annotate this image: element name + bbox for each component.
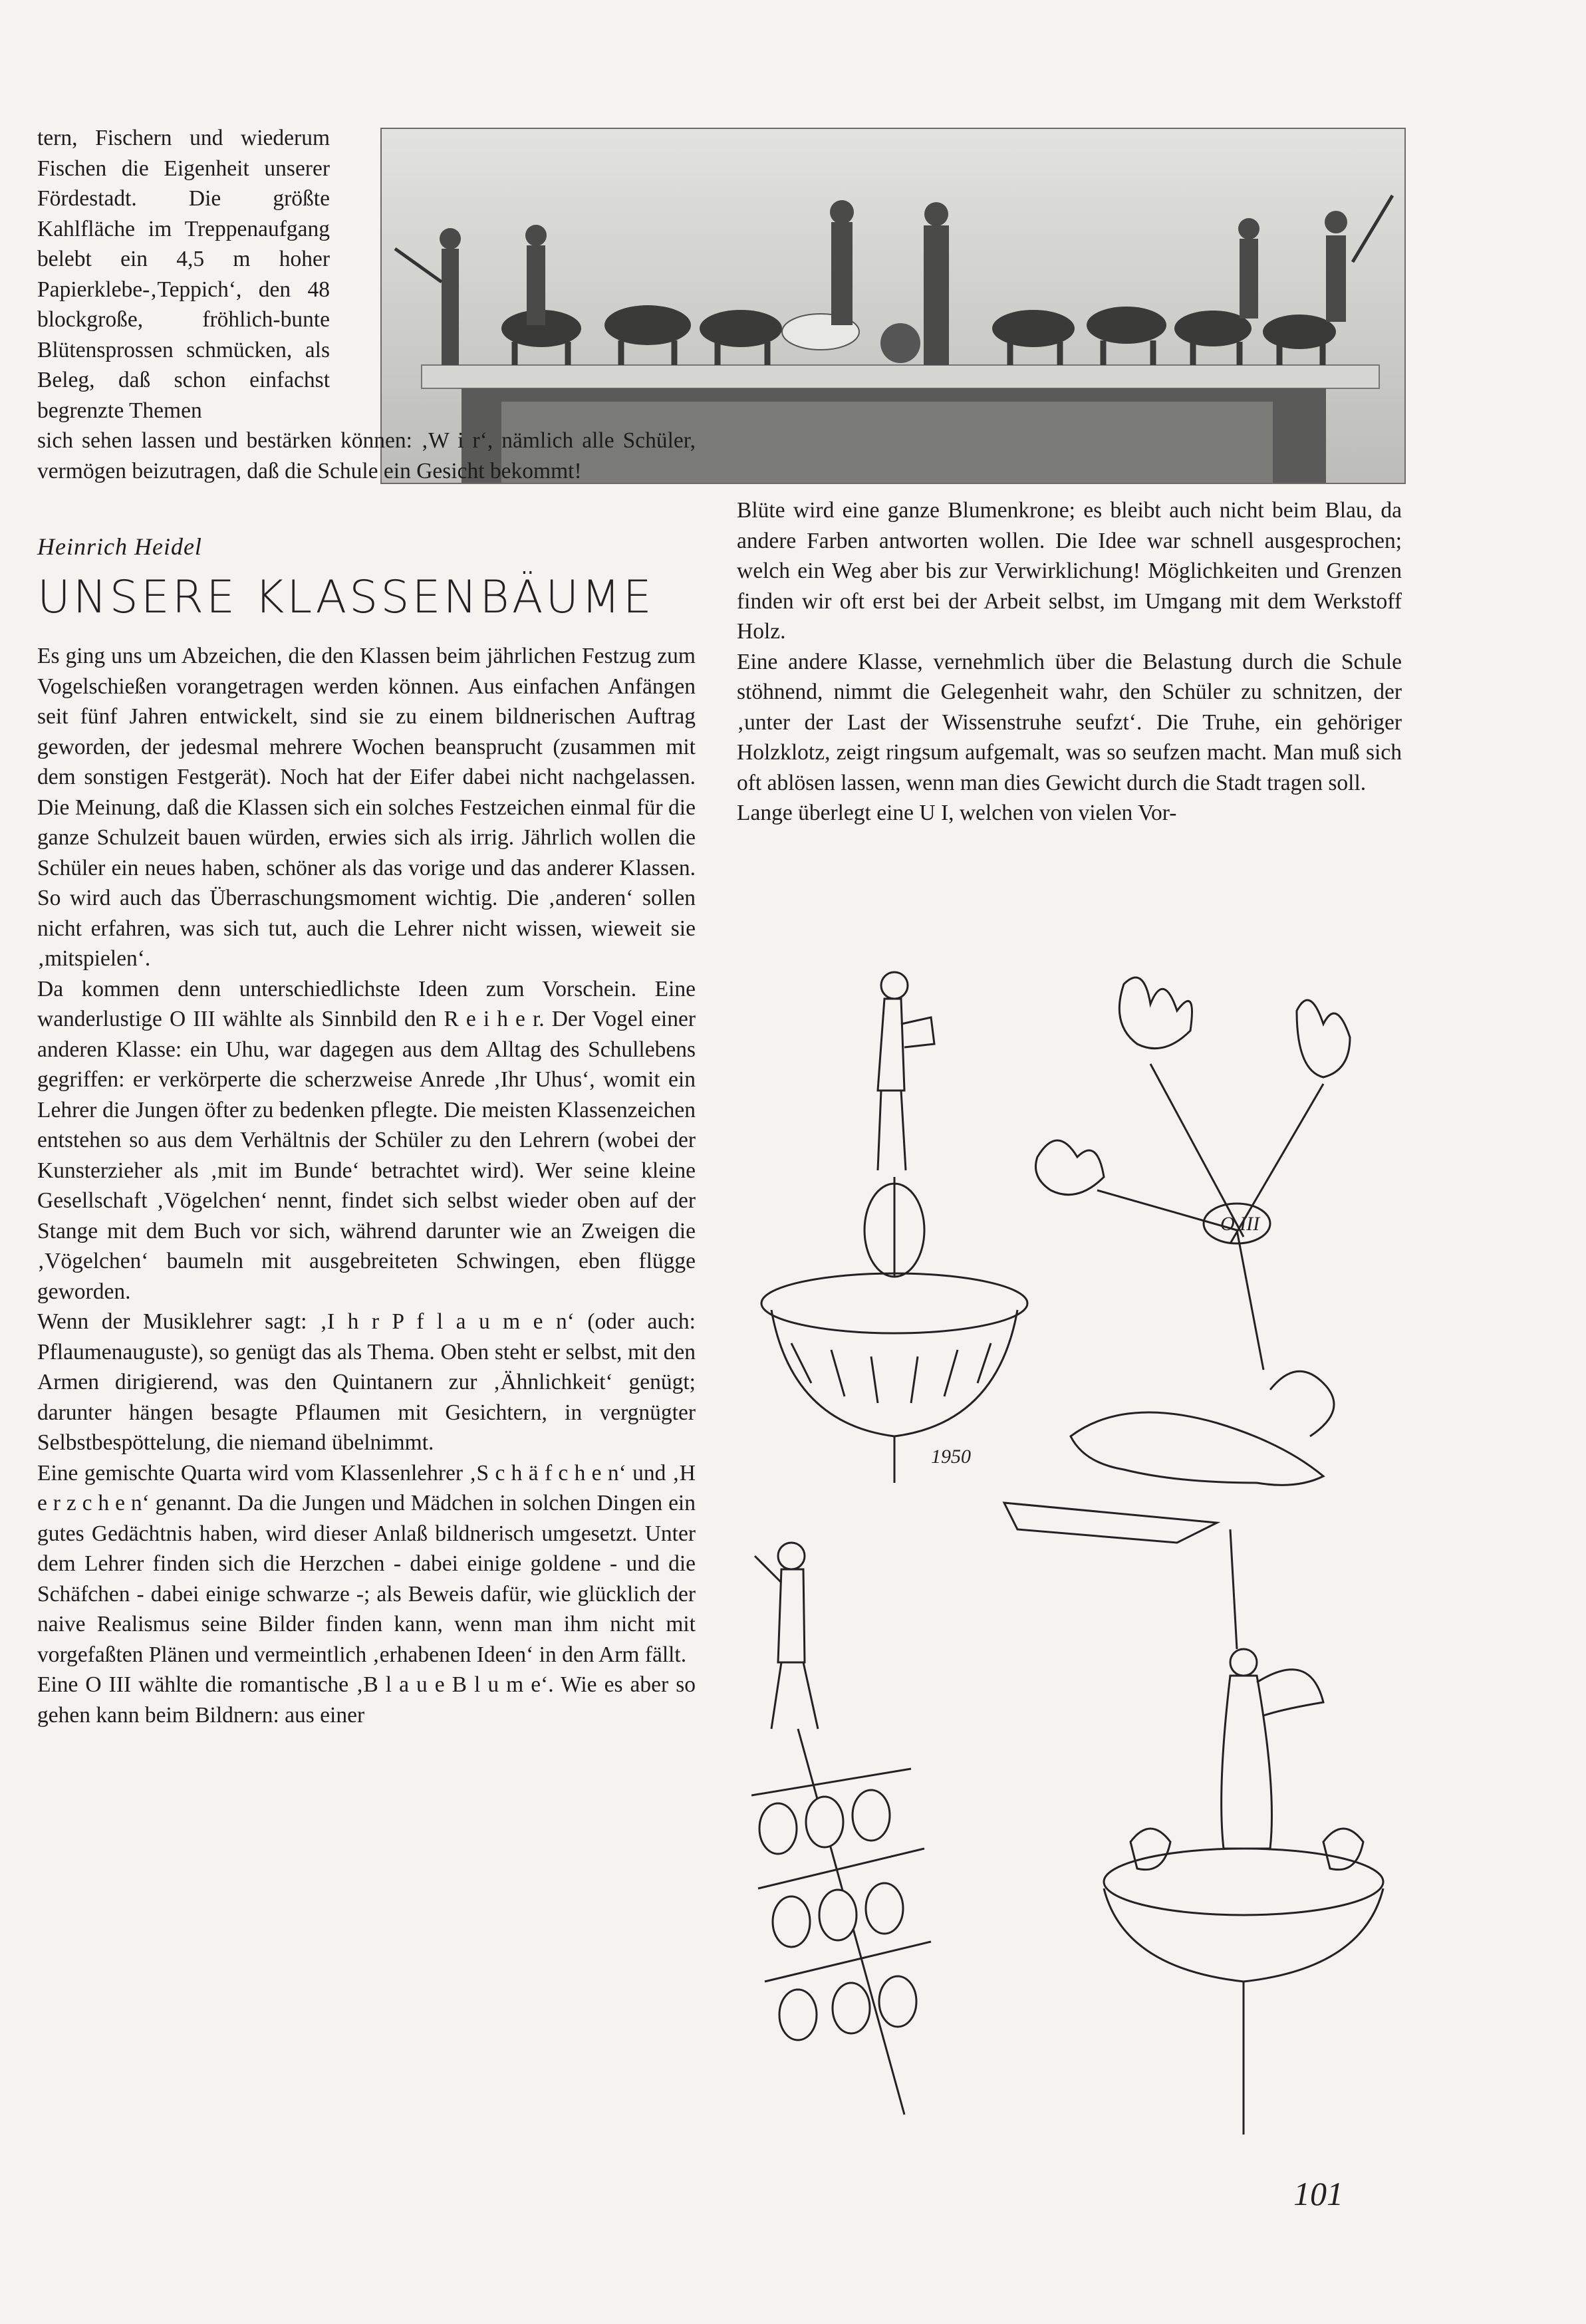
paragraph-2: Da kommen denn unterschiedlichste Ideen zum Vorschein. Eine wanderlustige O III wählte als Sinnbild den R e i h e r. Der Vogel einer anderen Klasse: ein Uhu, war dagegen aus dem Alltag des Schullebens gegriffen: er verkörperte die scherzweise Anrede ‚Ihr Uhus‘, womit ein Lehrer die Jungen öfter zu bedenken pflegte. Die meisten Klassenzeichen entstehen so aus dem Verhältnis der Schüler zu den Lehrern (wobei der Kunsterzieher als ‚mit im Bunde‘ betrachtet wird). Wer seine kleine Gesellschaft ‚Vögelchen‘ nennt, findet sich selbst wieder oben auf der Stange mit dem Buch vor sich, während darunter wie an Zweigen die ‚Vögelchen‘ baumeln mit ausgebreiteten Schwingen, eben flügge geworden.	[37, 976, 696, 1304]
paragraph-3: Wenn der Musiklehrer sagt: ‚I h r P f l a u m e n‘ (oder auch: Pflaumenauguste), so genügt das als Thema. Oben steht er selbst, mit den Armen dirigierend, was den Quintanern zur ‚Ähnlichkeit‘ genügt; darunter hängen besagte Pflaumen mit Gesichtern, in vergnügter Selbstbespöttelung, die niemand übelnimmt.	[37, 1309, 696, 1455]
drawing-class-emblems	[751, 958, 1403, 2141]
emblems-illustration	[751, 958, 1403, 2141]
year-label: 1950	[931, 1446, 971, 1468]
paragraph-4: Eine gemischte Quarta wird vom Klassenlehrer ‚S c h ä f c h e n‘ und ‚H e r z c h e n‘ genannt. Da die Jungen und Mädchen in solchen Dingen ein gutes Gedächtnis haben, wird dieser Anlaß bildnerisch umgesetzt. Unter dem Lehrer finden sich die Herzchen - dabei einige goldene - und die Schäfchen - dabei einige schwarze -; als Beweis dafür, wie glücklich der naive Realismus seine Bilder finden kann, wenn man ihm nicht mit vorgefaßten Plänen und vermeintlich ‚erhabenen Ideen‘ in den Arm fällt.	[37, 1460, 696, 1667]
emblem-reiher	[931, 1371, 1334, 1649]
emblem-schaefchen	[1104, 1649, 1383, 2134]
paragraph-7: Eine andere Klasse, vernehmlich über die Belastung durch die Schule stöhnend, nimmt die Gelegenheit wahr, den Schüler zu schnitzen, der ‚unter der Last der Wissenstruhe seufzt‘. Die Truhe, ein gehöriger Holzklotz, zeigt ringsum aufgemalt, was so seufzen macht. Man muß sich oft ablösen lassen, wenn man dies Gewicht durch die Stadt tragen soll.	[737, 649, 1402, 795]
paragraph-1: Es ging uns um Abzeichen, die den Klassen beim jährlichen Festzug zum Vogelschießen vorangetragen werden können. Aus einfachen Anfängen seit fünf Jahren entwickelt, sind sie zu einem bildnerischen Auftrag geworden, der jedesmal mehrere Wochen beansprucht (zusammen mit dem sonstigen Festgerät). Noch hat der Eifer dabei nicht nachgelassen. Die Meinung, daß die Klassen sich ein solches Festzeichen einmal für die ganze Schulzeit bauen würden, erwies sich als irrig. Jährlich wollen die Schüler ein neues haben, schöner als das vorige und das anderer Klassen. So wird auch das Überraschungsmoment wichtig. Die ‚anderen‘ sollen nicht erfahren, was sich tut, auch die Lehrer nicht wissen, wieweit sie ‚mitspielen‘.	[37, 644, 696, 971]
banner-label: O III	[1220, 1213, 1260, 1235]
emblem-voegelchen	[761, 972, 1027, 1483]
intro-top-text: tern, Fischern und wiederum Fischen die Eigenheit unserer Fördestadt. Die größte Kahlfläche im Treppenaufgang belebt ein 4,5 m hoher Papierklebe-‚Teppich‘, den 48 blockgroße, fröhlich-bunte Blütensprossen schmücken, als Beleg, daß schon einfachst begrenzte Themen	[37, 126, 330, 423]
paragraph-8: Lange überlegt eine U I, welchen von vielen Vor-	[737, 801, 1177, 825]
article-title: UNSERE KLASSENBÄUME	[37, 571, 654, 624]
article-author: Heinrich Heidel	[37, 533, 202, 560]
paragraph-6: Blüte wird eine ganze Blumenkrone; es bleibt auch nicht beim Blau, da andere Farben antworten wollen. Die Idee war schnell ausgesprochen; welch ein Weg aber bis zur Verwirklichung! Möglichkeiten und Grenzen finden wir oft erst bei der Arbeit selbst, im Umgang mit dem Werkstoff Holz.	[737, 498, 1402, 644]
page-number: 101	[1293, 2175, 1343, 2212]
paragraph-5: Eine O III wählte die romantische ‚B l a u e B l u m e‘. Wie es aber so gehen kann beim Bildnern: aus einer	[37, 1672, 696, 1728]
emblem-blaue-blume	[1036, 977, 1351, 1370]
left-column	[37, 123, 696, 1730]
right-column	[737, 495, 1402, 829]
intro-rest-text: sich sehen lassen und bestärken können: ‚W i r‘, nämlich alle Schüler, vermögen beizutragen, daß die Schule ein Gesicht bekommt!	[37, 428, 696, 483]
emblem-pflaumen	[751, 1543, 931, 2115]
